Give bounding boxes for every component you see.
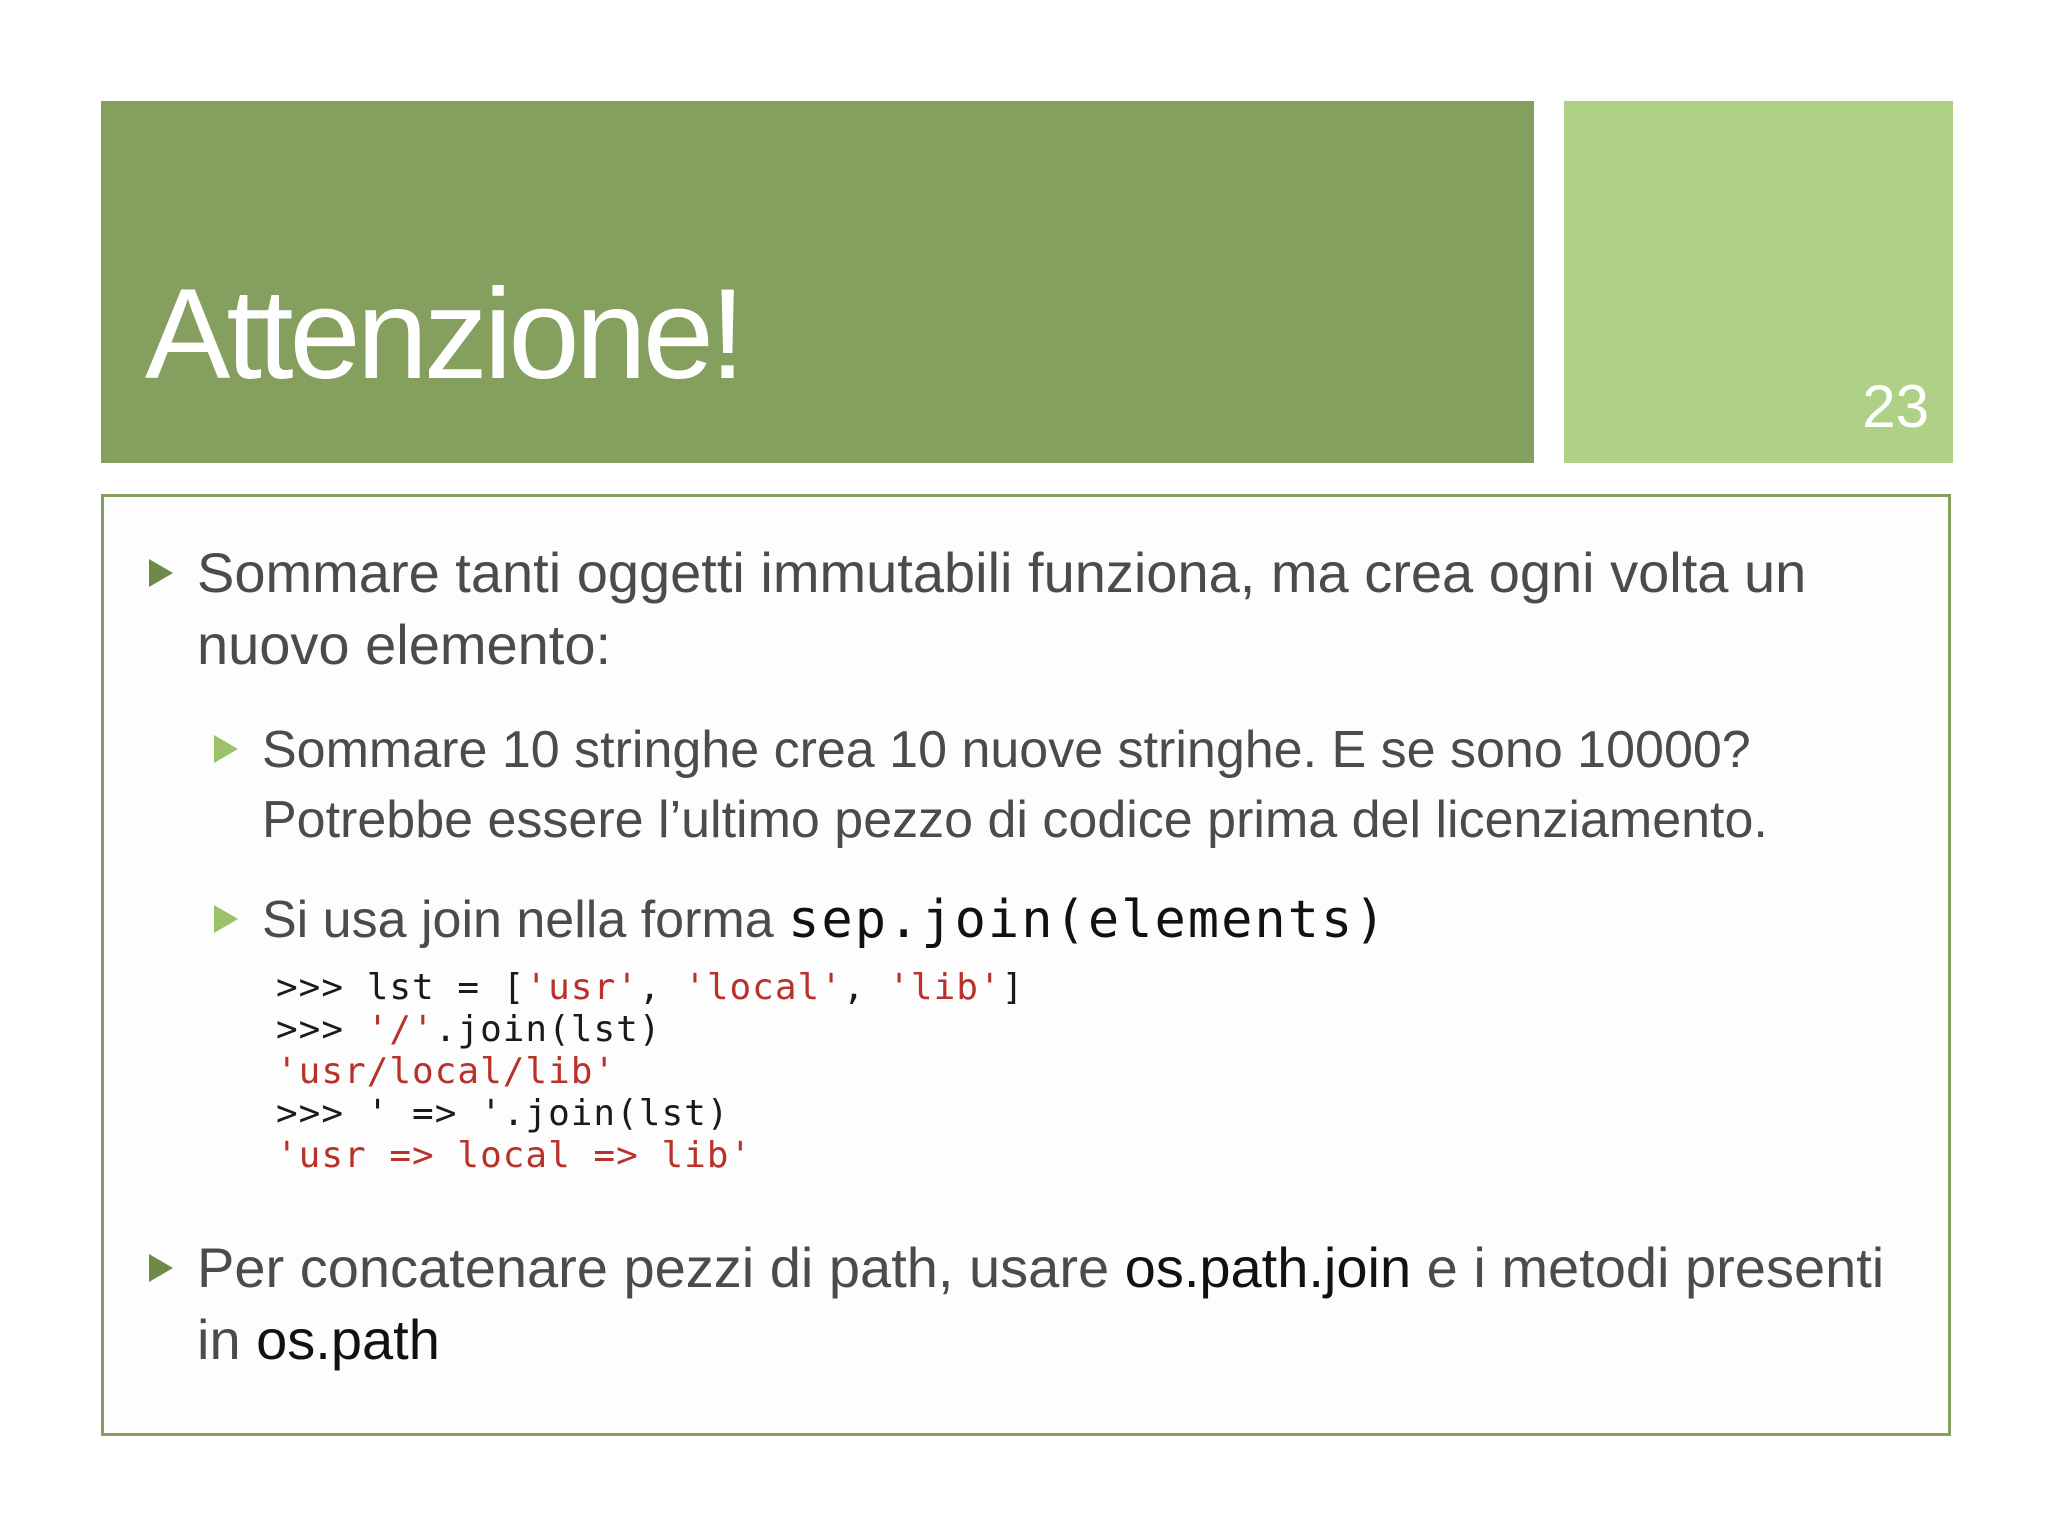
code-line-2 [276, 1009, 1024, 1051]
os-path-middle: e i metodi presenti in [197, 1236, 1885, 1371]
code-example [276, 967, 1024, 1177]
code-string: 'local' [684, 967, 843, 1008]
os-path-prefix: Per concatenare pezzi di path, usare [197, 1236, 1125, 1299]
code-line-3: 'usr/local/lib' [276, 1051, 617, 1092]
bullet-arrow-icon [214, 905, 238, 933]
bullet-strings-example [214, 715, 1914, 855]
code-line-1 [276, 967, 1024, 1009]
slide-title: Attenzione! [145, 263, 742, 406]
bullet-arrow-icon [149, 1254, 173, 1282]
bullet-os-path [149, 1232, 1909, 1376]
slide-number: 23 [1862, 373, 1929, 440]
code-prompt: >>> [276, 1009, 367, 1050]
bullet-immutable-sum [149, 537, 1909, 681]
code-bracket: ] [1001, 967, 1025, 1008]
bullet-arrow-icon [149, 559, 173, 587]
code-string: 'lib' [888, 967, 1002, 1008]
bullet-text: Sommare tanti oggetti immutabili funziona, ma crea ogni volta un nuovo elemento: [197, 541, 1807, 676]
bullet-text: Sommare 10 stringhe crea 10 nuove stringhe. E se sono 10000? Potrebbe essere l’ultimo pezzo di codice prima del licenziamento. [262, 721, 1768, 849]
bullet-join-usage [214, 885, 1914, 955]
code-line-5: 'usr => local => lib' [276, 1135, 753, 1176]
join-prefix: Si usa [262, 891, 421, 949]
slide-number-box [1564, 101, 1953, 463]
bullet-arrow-icon [214, 735, 238, 763]
content-box [101, 494, 1951, 1436]
code-line-4: >>> ' => '.join(lst) [276, 1093, 730, 1134]
code-string: 'usr' [525, 967, 639, 1008]
code-call: .join(lst) [434, 1009, 662, 1050]
bullet-text [197, 1232, 1909, 1376]
title-bar [101, 101, 1534, 463]
join-keyword: join [420, 891, 502, 949]
code-comma: , [638, 967, 685, 1008]
code-prompt: >>> lst = [ [276, 967, 526, 1008]
join-signature-code: sep.join(elements) [788, 890, 1388, 950]
join-middle: nella forma [501, 891, 789, 949]
code-string: '/' [366, 1009, 435, 1050]
os-path-code: os.path [256, 1308, 440, 1371]
bullet-text [262, 885, 1388, 955]
code-comma: , [842, 967, 889, 1008]
os-path-join-code: os.path.join [1124, 1236, 1412, 1299]
